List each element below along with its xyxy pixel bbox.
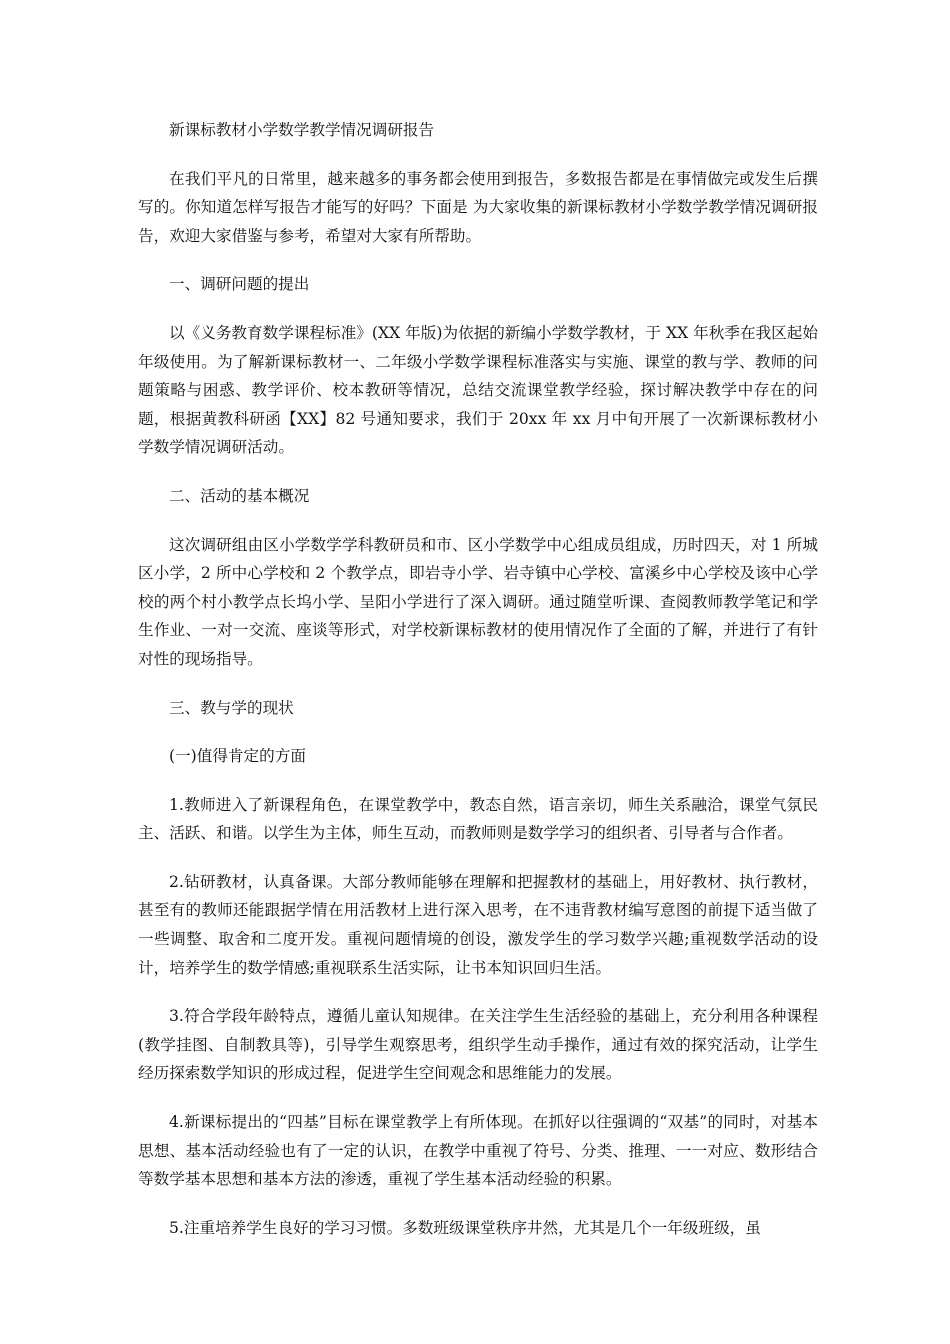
subsection-heading-1: (一)值得肯定的方面	[169, 747, 306, 766]
section-heading-3: 三、教与学的现状	[169, 698, 294, 717]
section-heading-1: 一、调研问题的提出	[169, 275, 310, 294]
document-title: 新课标教材小学数学教学情况调研报告	[169, 121, 435, 139]
list-item-2: 2.钻研教材，认真备课。大部分教师能够在理解和把握教材的基础上，用好教材、执行教材，甚至有的教师还能跟据学情在用活教材上进行深入思考，在不违背教材编写意图的前提下适当做了一些调整、取舍和二度开发。重视问题情境的创设，激发学生的学习数学兴趣;重视数学活动的设计，培养学生的数学情感;重视联系生活实际，让书本知识回归生活。	[138, 872, 818, 977]
section-1-paragraph: 以《义务教育数学课程标准》(XX 年版)为依据的新编小学数学教材，于 XX 年秋季在我区起始年级使用。为了解新课标教材一、二年级小学数学课程标准落实与实施、课堂的教与学、教师的问题策略与困惑、教学评价、校本教研等情况，总结交流课堂教学经验，探讨解决教学中存在的问题，根据黄教科研函【XX】82 号通知要求，我们于 20xx 年 xx 月中旬开展了一次新课标教材小学数学情况调研活动。	[138, 323, 818, 457]
intro-paragraph: 在我们平凡的日常里，越来越多的事务都会使用到报告，多数报告都是在事情做完或发生后撰写的。你知道怎样写报告才能写的好吗？下面是 为大家收集的新课标教材小学数学教学情况调研报告，欢迎大家借鉴与参考，希望对大家有所帮助。	[138, 169, 818, 245]
document-page	[138, 116, 818, 1262]
section-heading-2: 二、活动的基本概况	[169, 486, 310, 505]
list-item-1: 1.教师进入了新课程角色，在课堂教学中，教态自然，语言亲切，师生关系融洽，课堂气氛民主、活跃、和谐。以学生为主体，师生互动，而教师则是数学学习的组织者、引导者与合作者。	[138, 795, 818, 843]
section-2-paragraph: 这次调研组由区小学数学学科教研员和市、区小学数学中心组成员组成，历时四天，对 1 所城区小学，2 所中心学校和 2 个教学点，即岩寺小学、岩寺镇中心学校、富溪乡中心学校及该中心学校的两个村小教学点长坞小学、呈阳小学进行了深入调研。通过随堂听课、查阅教师教学笔记和学生作业、一对一交流、座谈等形式，对学校新课标教材的使用情况作了全面的了解，并进行了有针对性的现场指导。	[138, 535, 818, 668]
list-item-5: 5.注重培养学生良好的学习习惯。多数班级课堂秩序井然，尤其是几个一年级班级，虽	[169, 1218, 761, 1237]
list-item-4: 4.新课标提出的“四基”目标在课堂教学上有所体现。在抓好以往强调的“双基”的同时，对基本思想、基本活动经验也有了一定的认识，在教学中重视了符号、分类、推理、一一对应、数形结合等数学基本思想和基本方法的渗透，重视了学生基本活动经验的积累。	[138, 1113, 818, 1189]
list-item-3: 3.符合学段年龄特点，遵循儿童认知规律。在关注学生生活经验的基础上，充分利用各种课程 (教学挂图、自制教具等)，引导学生观察思考，组织学生动手操作，通过有效的探究活动，让学生经历探索数学知识的形成过程，促进学生空间观念和思维能力的发展。	[138, 1007, 818, 1083]
